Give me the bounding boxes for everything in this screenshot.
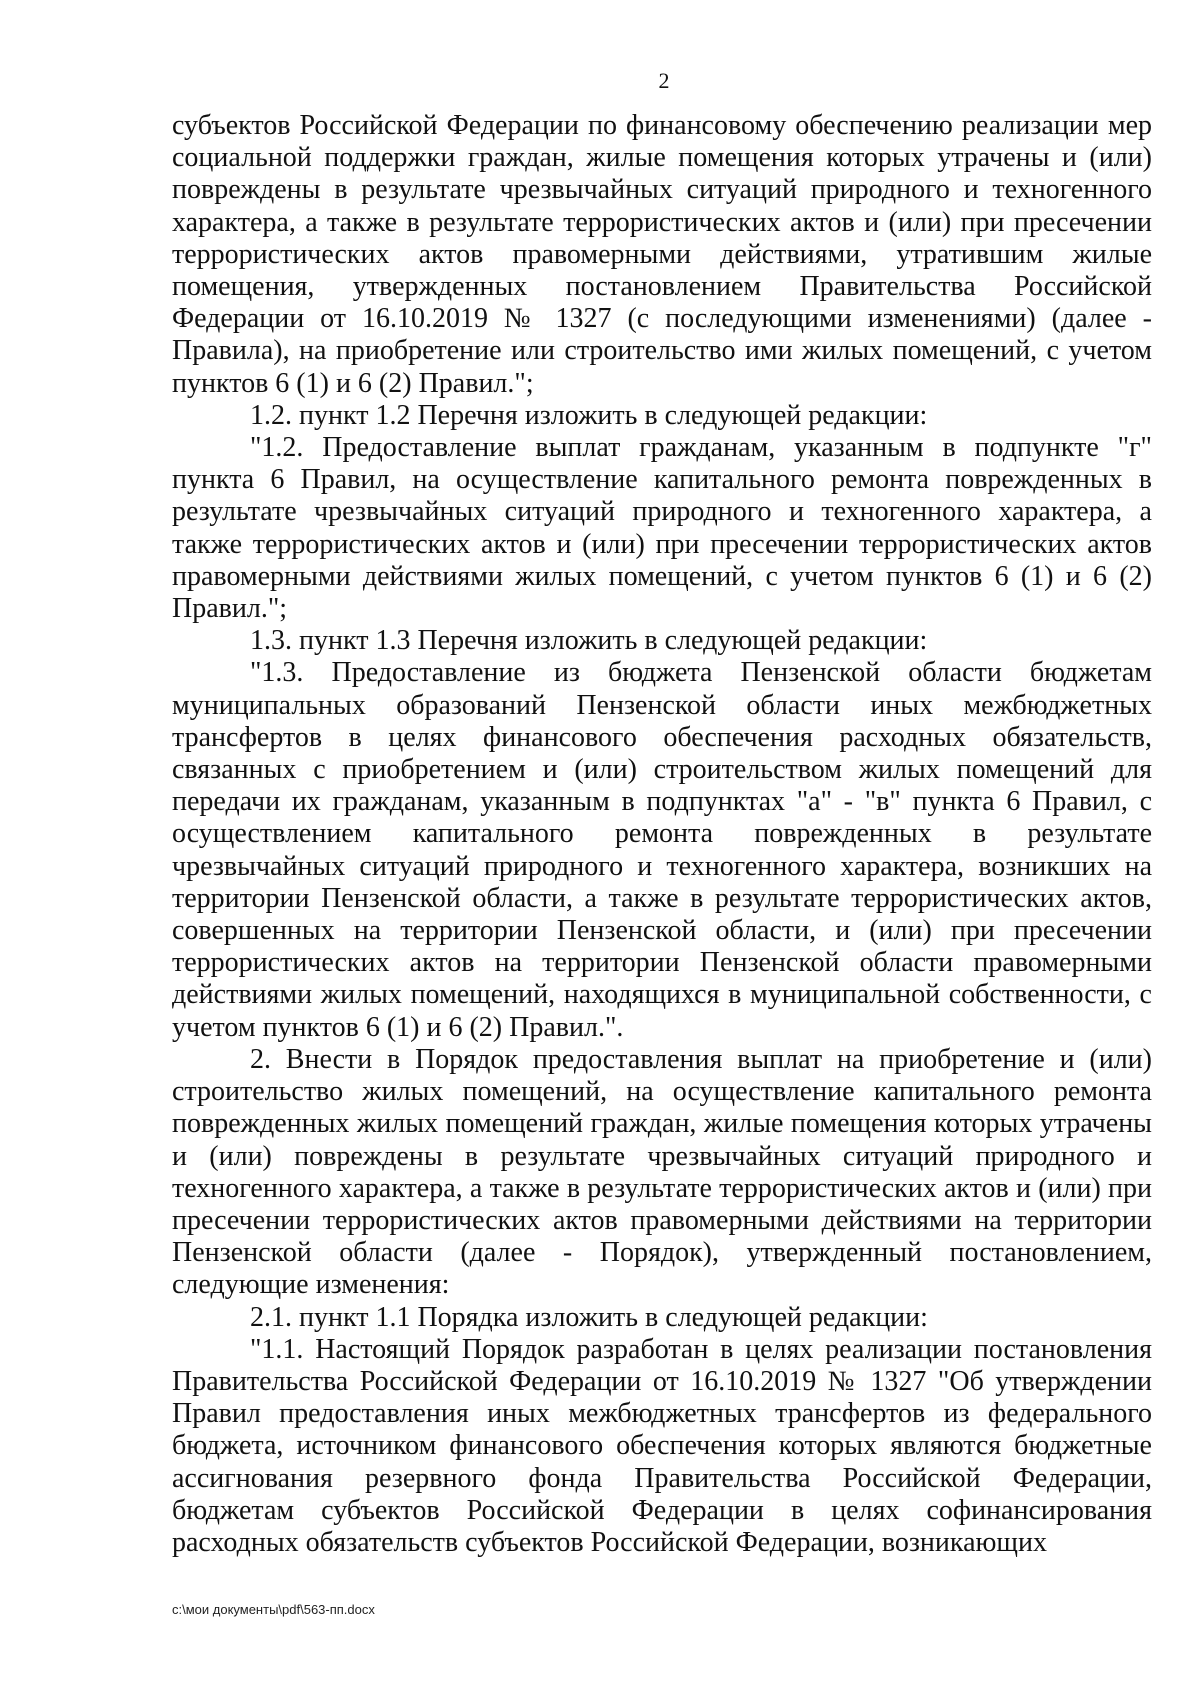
paragraph-item-2: 2. Внести в Порядок предоставления выплат на приобретение и (или) строительство жилых помещений, на осуществление капитального ремонта поврежденных жилых помещений граждан, жилые помещения которых утрачены и (или) повреждены в результате чрезвычайных ситуаций природного и техногенного характера, а также в результате террористических актов и (или) при пресечении террористических актов правомерными действиями на территории Пензенской области (далее - Порядок), утвержденный постановлением, следующие изменения: xyxy=(172,1043,1152,1301)
paragraph-continuation: субъектов Российской Федерации по финансовому обеспечению реализации мер социальной поддержки граждан, жилые помещения которых утрачены и (или) повреждены в результате чрезвычайных ситуаций природного и техногенного характера, а также в результате террористических актов и (или) при пресечении террористических актов правомерными действиями, утратившим жилые помещения, утвержденных постановлением Правительства Российской Федерации от 16.10.2019 № 1327 (с последующими изменениями) (далее - Правила), на приобретение или строительство ими жилых помещений, с учетом пунктов 6 (1) и 6 (2) Правил."; xyxy=(172,110,1152,399)
footer-file-path: c:\мои документы\pdf\563-пп.docx xyxy=(172,1602,375,1617)
paragraph-item-2-1-text: "1.1. Настоящий Порядок разработан в целях реализации постановления Правительства Российской Федерации от 16.10.2019 № 1327 "Об утверждении Правил предоставления иных межбюджетных трансфертов из федерального бюджета, источником финансового обеспечения которых являются бюджетные ассигнования резервного фонда Правительства Российской Федерации, бюджетам субъектов Российской Федерации в целях софинансирования расходных обязательств субъектов Российской Федерации, возникающих xyxy=(172,1333,1152,1558)
paragraph-item-1-2-heading: 1.2. пункт 1.2 Перечня изложить в следующей редакции: xyxy=(250,399,928,431)
document-body xyxy=(172,110,1152,1559)
paragraph-item-1-2-text: "1.2. Предоставление выплат гражданам, указанным в подпункте "г" пункта 6 Правил, на осуществление капитального ремонта поврежденных в результате чрезвычайных ситуаций природного и техногенного характера, а также террористических актов и (или) при пресечении террористических актов правомерными действиями жилых помещений, с учетом пунктов 6 (1) и 6 (2) Правил."; xyxy=(172,432,1152,625)
paragraph-item-2-1-heading: 2.1. пункт 1.1 Порядка изложить в следующей редакции: xyxy=(250,1301,928,1333)
paragraph-item-1-3-text: "1.3. Предоставление из бюджета Пензенской области бюджетам муниципальных образований Пензенской области иных межбюджетных трансфертов в целях финансового обеспечения расходных обязательств, связанных с приобретением и (или) строительством жилых помещений для передачи их гражданам, указанным в подпунктах "а" - "в" пункта 6 Правил, с осуществлением капитального ремонта поврежденных в результате чрезвычайных ситуаций природного и техногенного характера, возникших на территории Пензенской области, а также в результате террористических актов, совершенных на территории Пензенской области, и (или) при пресечении террористических актов на территории Пензенской области правомерными действиями жилых помещений, находящихся в муниципальной собственности, с учетом пунктов 6 (1) и 6 (2) Правил.". xyxy=(172,657,1152,1043)
paragraph-item-1-3-heading: 1.3. пункт 1.3 Перечня изложить в следующей редакции: xyxy=(250,625,928,657)
page-number: 2 xyxy=(658,68,670,93)
